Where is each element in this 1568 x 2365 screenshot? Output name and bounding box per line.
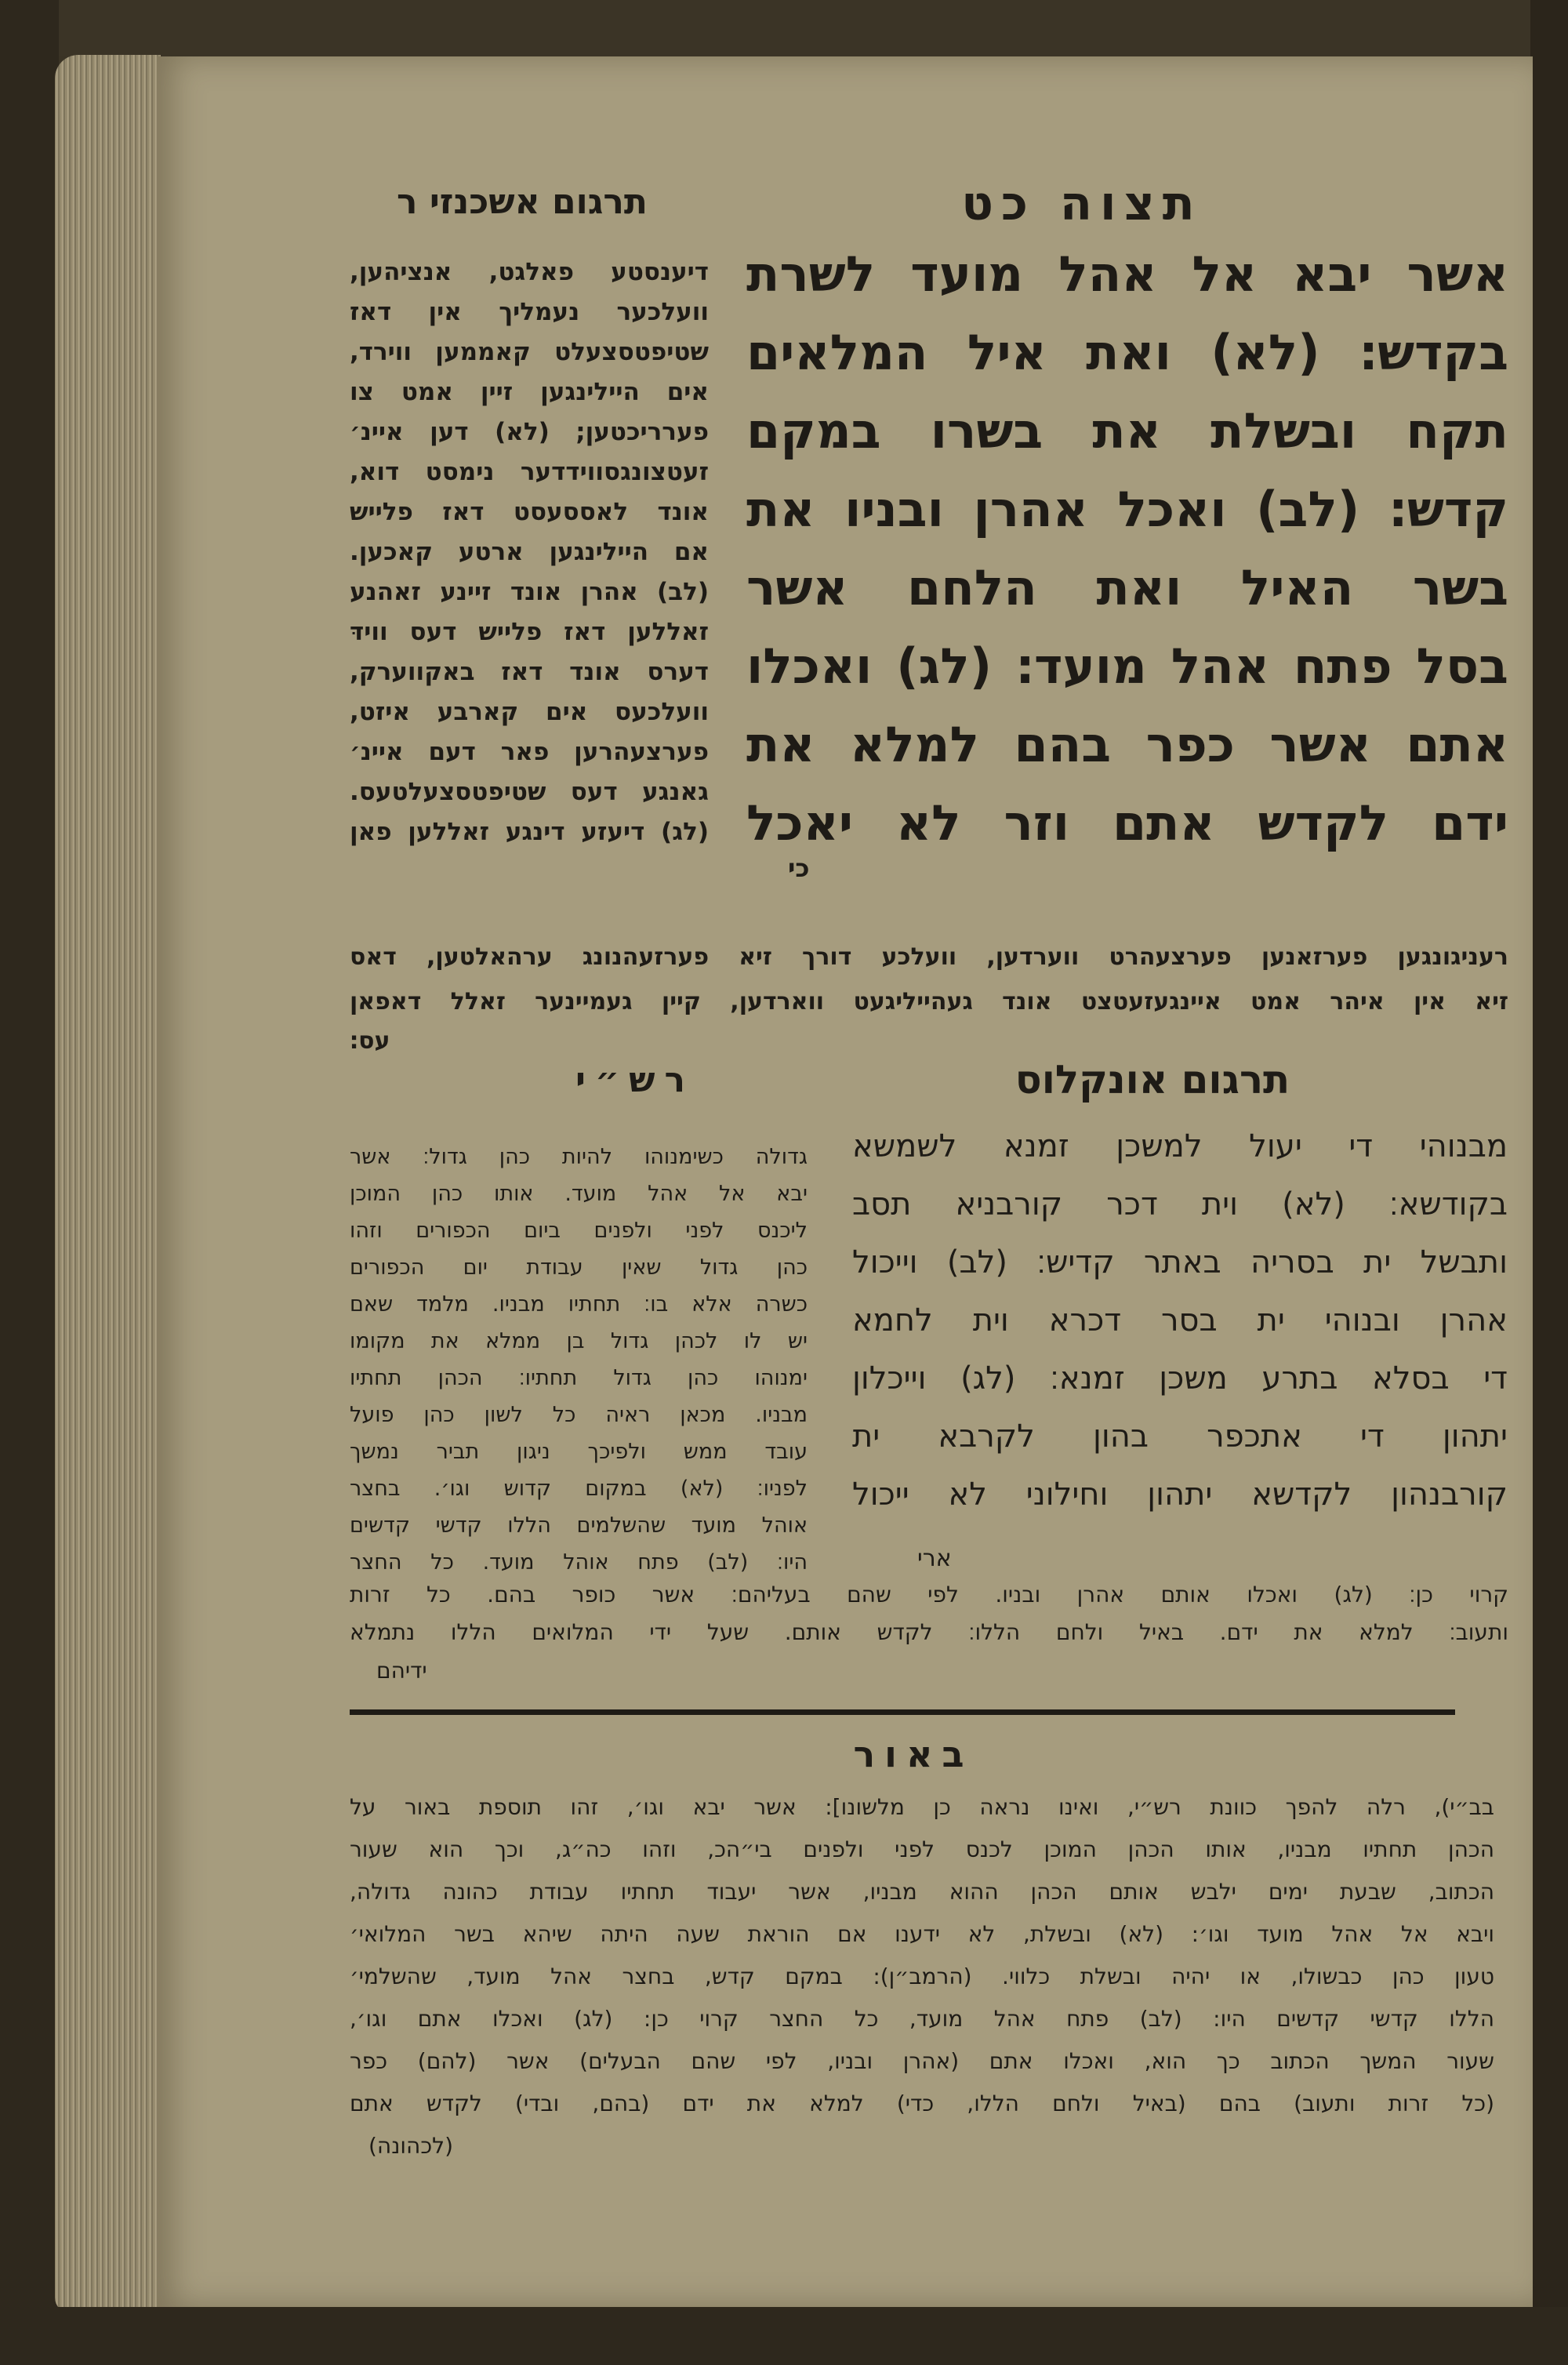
text-line: (כל זרות ותעוב) בהם (באיל ולחם הללו, כדי) למלא את ידם (בהם, ובדי) לקדש אתם xyxy=(350,2091,1494,2116)
biur-commentary xyxy=(350,1786,1494,2125)
biur-title: באור xyxy=(853,1733,974,1775)
text-line: פערצעהרען פאר דעם איינ׳ xyxy=(350,738,709,766)
text-line: ידם לקדש אתם וזר לא יאכל xyxy=(746,794,1508,852)
text-line: וועלכער נעמליך אין דאז xyxy=(350,298,709,326)
running-header-translation: תרגום אשכנזי ר xyxy=(397,182,648,222)
text-line: אתם אשר כפר בהם למלא את xyxy=(746,716,1508,773)
text-line: גאנגע דעס שטיפטסצעלטעס. xyxy=(350,778,709,806)
text-line: אם היילינגען ארטע קאכען. xyxy=(350,538,709,566)
book-gutter xyxy=(1530,0,1568,2365)
text-line: קדש׃ (לב) ואכל אהרן ובניו את xyxy=(746,481,1508,538)
text-line: בסל פתח אהל מועד׃ (לג) ואכלו xyxy=(746,638,1508,695)
text-line: דערס אונד דאז באקווערק, xyxy=(350,658,709,686)
text-line: מבניו. מכאן ראיה כל לשון כהן פועל xyxy=(350,1403,808,1427)
yiddish-translation-continuation xyxy=(350,935,1508,1024)
text-line: אשר יבא אל אהל מועד לשרת xyxy=(746,245,1508,303)
text-line: (לג) דיעזע דינגע זאללען פאן xyxy=(350,818,709,846)
text-line: טעון כהן כבשולו, או יהיה ובשלת כלווי. (הרמב״ן): במקם קדש, בחצר אהל מועד, שהשלמי׳ xyxy=(350,1964,1494,1989)
text-line: בשר האיל ואת הלחם אשר xyxy=(746,559,1508,616)
text-line: שעור המשך הכתוב כך הוא, ואכלו אתם (אהרן ובניו, לפי שהם הבעלים) אשר (להם) כפר xyxy=(350,2048,1494,2074)
text-line: זאללען דאז פלייש דעס ווידּ xyxy=(350,618,709,646)
text-line: קורבנהון לקדשא יתהון וחילוני לא ייכול xyxy=(852,1477,1508,1513)
text-line: הכהן תחתיו מבניו, אותו הכהן המוכן לכנס לפני ולפנים בי״הכ, וזהו כה״ג, וכך הוא שעור xyxy=(350,1836,1494,1862)
text-line: ותבשל ית בסריה באתר קדיש׃ (לב) וייכול xyxy=(852,1244,1508,1281)
scan-background-top xyxy=(0,0,1568,56)
text-line: יתהון די אתכפר בהון לקרבא ית xyxy=(852,1419,1508,1455)
text-line: יש לו לכהן גדול בן ממלא את מקומו xyxy=(350,1329,808,1353)
yiddish-translation-column xyxy=(350,252,709,852)
text-line: ימנוהו כהן גדול תחתיו׃ הכהן תחתיו xyxy=(350,1366,808,1390)
text-line: תקח ובשלת את בשרו במקם xyxy=(746,402,1508,460)
yiddish-continuation-end: עס׃ xyxy=(350,1027,390,1055)
text-line: מבנוהי די יעול למשכן זמנא לשמשא xyxy=(852,1128,1508,1164)
text-line: אים היילינגען זיין אמט צו xyxy=(350,378,709,406)
text-line: רעניגונגען פערזאנען פערצעהרט ווערדען, וועלכע דורך זיא פערזעהנונג ערהאלטען, דאס xyxy=(350,943,1508,971)
text-line: יבא אל אהל מועד. אותו כהן המוכן xyxy=(350,1182,808,1206)
text-line: וועלכעס אים קארבע איזט, xyxy=(350,698,709,726)
torah-text-block xyxy=(746,235,1508,863)
scan-background-left xyxy=(0,0,59,2365)
running-header-parsha: תצוה כט xyxy=(961,176,1203,231)
text-line: כשרה אלא בו׃ תחתיו מבניו. מלמד שאם xyxy=(350,1292,808,1317)
text-line: לפניו׃ (לא) במקום קדוש וגו׳. בחצר xyxy=(350,1477,808,1501)
text-line: הללו קדשי קדשים היו: (לב) פתח אהל מועד, כל החצר קרוי כן: (לג) ואכלו אתם וגו׳, xyxy=(350,2006,1494,2032)
rashi-continuation xyxy=(350,1576,1508,1651)
book-page-edges xyxy=(55,55,161,2313)
onkelos-column xyxy=(852,1117,1508,1524)
text-line: ויבא אל אהל מועד וגו׳: (לא) ובשלת, לא ידענו אם הוראת שעה היתה שיהא בשר המלואי׳ xyxy=(350,1921,1494,1947)
rashi-continuation-end: ידיהם xyxy=(376,1658,427,1684)
text-line: אהרן ובנוהי ית בסר דכרא וית לחמא xyxy=(852,1302,1508,1339)
text-line: גדולה כשימנוהו להיות כהן גדול׃ אשר xyxy=(350,1145,808,1169)
text-line: אוהל מועד שהשלמים הללו קדשי קדשים xyxy=(350,1513,808,1538)
text-line: שטיפטסצעלט קאממען ווירד, xyxy=(350,338,709,366)
text-line: אונד לאססעסט דאז פלייש xyxy=(350,498,709,526)
text-line: זעטצונגסווידדער נימסט דוא, xyxy=(350,458,709,486)
text-line: הכתוב, שבעת ימים ילבש אותם הכהן ההוא מבניו, אשר יעבוד תחתיו עבודת כהונה גדולה, xyxy=(350,1879,1494,1905)
text-line: קרוי כן׃ (לג) ואכלו אותם אהרן ובניו. לפי שהם בעליהם׃ אשר כופר בהם. כל זרות xyxy=(350,1582,1508,1608)
text-line: ליכנס לפני ולפנים ביום הכפורים וזהו xyxy=(350,1219,808,1243)
text-line: די בסלא בתרע משכן זמנא׃ (לג) וייכלון xyxy=(852,1361,1508,1397)
biur-last-line: (לכהונה) xyxy=(368,2133,453,2159)
text-line: (לב) אהרן אונד זיינע זאהנע xyxy=(350,578,709,606)
torah-catchword: כי xyxy=(788,853,810,883)
text-line: היו׃ (לב) פתח אוהל מועד. כל החצר xyxy=(350,1550,808,1575)
onkelos-catchword: ארי xyxy=(917,1545,952,1572)
text-line: כהן גדול שאין עבודת יום הכפורים xyxy=(350,1255,808,1280)
text-line: בקודשא׃ (לא) וית דכר קורבניא תסב xyxy=(852,1186,1508,1222)
text-line: בב״י), רלה להפך כוונת רש״י, ואינו נראה כן מלשונו]: אשר יבא וגו׳, זהו תוספת באור על xyxy=(350,1794,1494,1820)
onkelos-title: תרגום אונקלוס xyxy=(1014,1057,1290,1103)
text-line: בקדש׃ (לא) ואת איל המלאים xyxy=(746,324,1508,381)
text-line: ותעוב׃ למלא את ידם. באיל ולחם הללו׃ לקדש אותם. שעל ידי המלואים הללו נתמלא xyxy=(350,1619,1508,1645)
text-line: עובד ממש ולפיכך ניגון תביר נמשך xyxy=(350,1440,808,1464)
rashi-column xyxy=(350,1139,808,1581)
text-line: פערריכטען; (לא) דען איינ׳ xyxy=(350,418,709,446)
section-divider xyxy=(350,1709,1455,1715)
rashi-title: רש״י xyxy=(575,1060,695,1100)
text-line: דיענסטע פאלגט, אנציהען, xyxy=(350,258,709,286)
scan-background-bottom xyxy=(0,2307,1568,2365)
text-line: זיא אין איהר אמט איינגעזעטצט אונד געהייליגעט ווארדען, קיין געמיינער זאלל דאפאן xyxy=(350,988,1508,1015)
